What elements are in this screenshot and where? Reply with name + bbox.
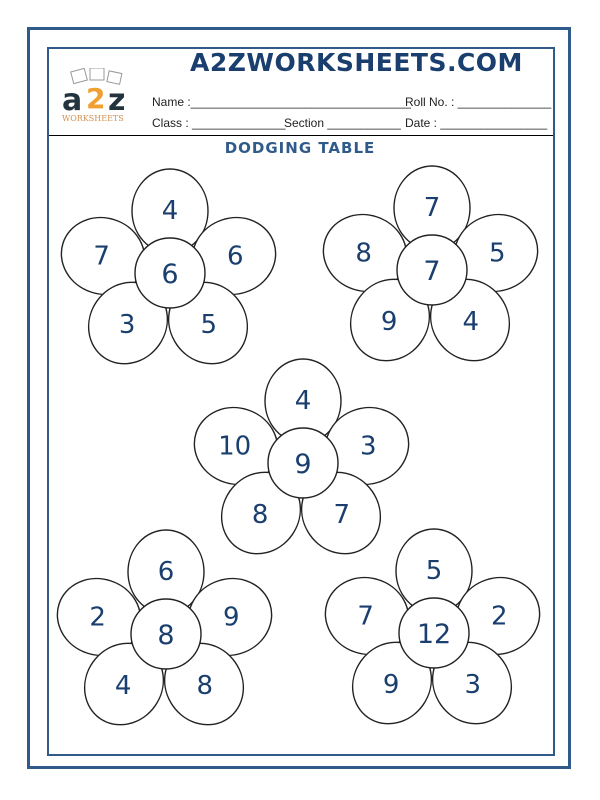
petal-number: 6 <box>227 241 244 272</box>
name-field[interactable]: Name :_________________________________ <box>152 95 411 109</box>
flower <box>51 169 285 379</box>
svg-text:2: 2 <box>86 82 106 115</box>
center-number: 8 <box>157 620 175 651</box>
petal-number: 7 <box>357 601 374 632</box>
flower <box>184 359 418 569</box>
center-number: 12 <box>416 619 452 650</box>
petal-number: 5 <box>489 238 506 269</box>
svg-text:a: a <box>62 83 83 118</box>
flower <box>47 530 281 740</box>
petal-number: 7 <box>423 192 441 223</box>
petal-number: 7 <box>93 241 110 272</box>
center-number: 9 <box>294 449 312 480</box>
petal-number: 3 <box>360 431 377 462</box>
flower <box>313 166 547 376</box>
section-field[interactable]: Section ___________ <box>284 116 401 130</box>
petal-number: 8 <box>355 238 372 269</box>
petal-number: 5 <box>425 555 443 586</box>
petal-number: 7 <box>333 500 351 530</box>
class-field[interactable]: Class : ______________ <box>152 116 286 130</box>
svg-text:WORKSHEETS: WORKSHEETS <box>62 114 124 123</box>
petal-number: 2 <box>491 601 508 632</box>
petal-number: 4 <box>294 385 312 416</box>
site-title: A2ZWORKSHEETS.COM <box>190 48 523 77</box>
flower <box>315 529 549 739</box>
petal-number: 4 <box>161 195 179 226</box>
petal-number: 4 <box>462 307 480 337</box>
petal-number: 9 <box>380 307 398 337</box>
petal-number: 6 <box>157 556 175 587</box>
petal-number: 10 <box>218 431 252 462</box>
petal-number: 9 <box>382 670 400 700</box>
petal-number: 2 <box>89 602 106 633</box>
petal-number: 3 <box>118 310 136 340</box>
roll-field[interactable]: Roll No. : ______________ <box>405 95 552 109</box>
center-number: 6 <box>161 259 179 290</box>
date-field[interactable]: Date : ________________ <box>405 116 548 130</box>
petal-number: 8 <box>196 671 214 701</box>
petal-number: 9 <box>223 602 240 633</box>
petal-number: 8 <box>251 500 269 530</box>
center-number: 7 <box>423 256 441 287</box>
petal-number: 4 <box>114 671 132 701</box>
svg-text:z: z <box>108 83 126 118</box>
petal-number: 3 <box>464 670 482 700</box>
worksheet-title: DODGING TABLE <box>224 139 376 157</box>
petal-number: 5 <box>200 310 218 340</box>
